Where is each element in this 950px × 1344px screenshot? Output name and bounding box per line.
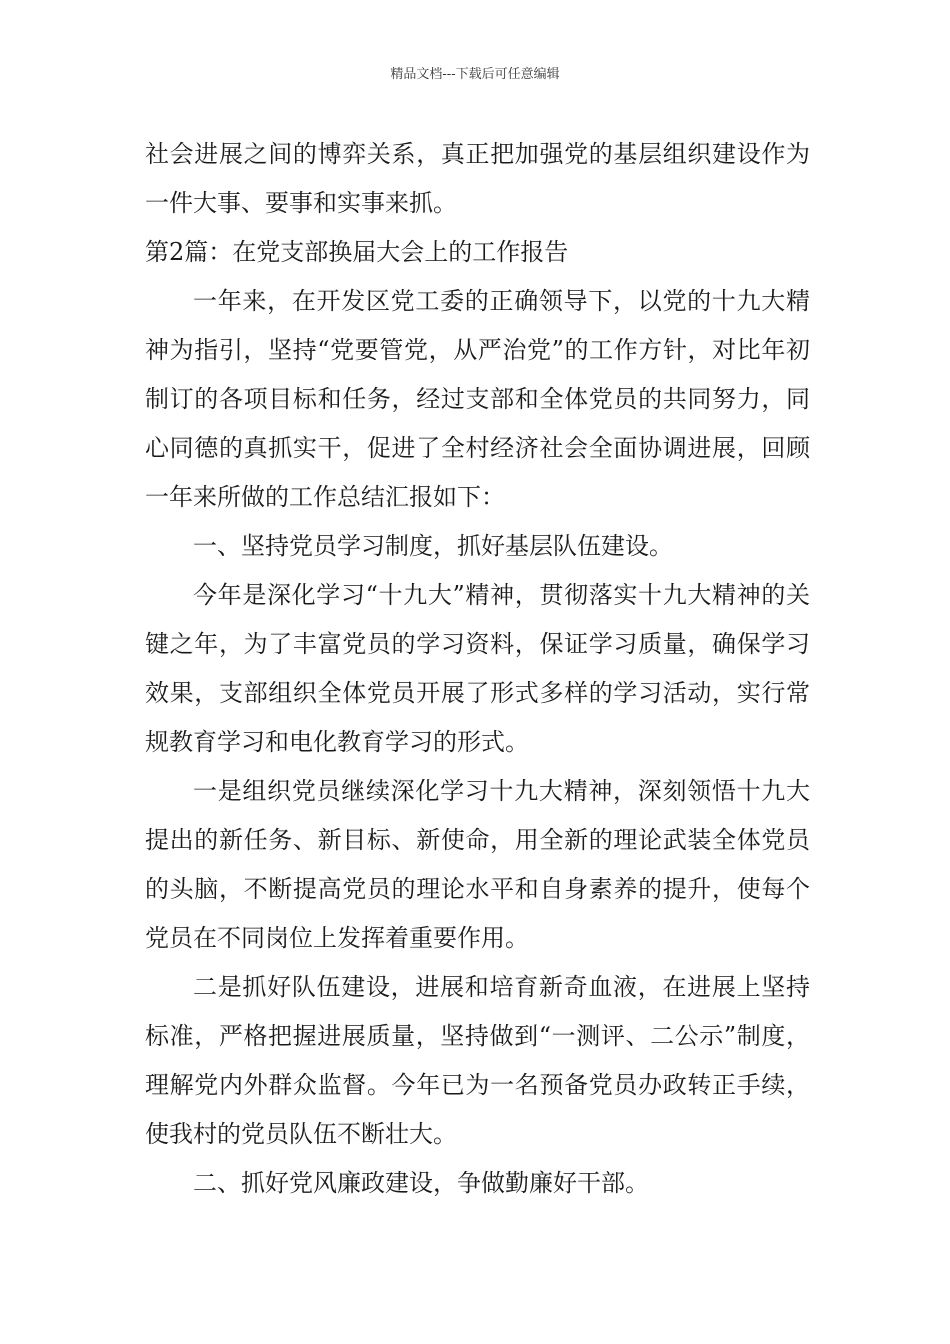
document-body bbox=[145, 130, 810, 1208]
paragraph-point-two: 二是抓好队伍建设，进展和培育新奇血液，在进展上坚持标准，严格把握进展质量，坚持做到“一测评、二公示”制度，理解党内外群众监督。今年已为一名预备党员办政转正手续，使我村的党员队伍不断壮大。 bbox=[145, 973, 810, 1148]
paragraph-study: 今年是深化学习“十九大”精神，贯彻落实十九大精神的关键之年，为了丰富党员的学习资料，保证学习质量，确保学习效果，支部组织全体党员开展了形式多样的学习活动，实行常规教育学习和电化教育学习的形式。 bbox=[145, 581, 810, 756]
page-header: 精品文档---下载后可任意编辑 bbox=[390, 67, 560, 82]
paragraph-intro: 一年来，在开发区党工委的正确领导下，以党的十九大精神为指引，坚持“党要管党，从严治党”的工作方针，对比年初制订的各项目标和任务，经过支部和全体党员的共同努力，同心同德的真抓实干，促进了全村经济社会全面协调进展，回顾一年来所做的工作总结汇报如下： bbox=[145, 287, 810, 511]
paragraph-continuation: 社会进展之间的博弈关系，真正把加强党的基层组织建设作为一件大事、要事和实事来抓。 bbox=[145, 140, 810, 217]
heading-part-one: 一、坚持党员学习制度，抓好基层队伍建设。 bbox=[193, 532, 673, 560]
heading-part-two: 二、抓好党风廉政建设，争做勤廉好干部。 bbox=[193, 1169, 649, 1197]
section-title: 第2篇：在党支部换届大会上的工作报告 bbox=[145, 238, 569, 266]
paragraph-point-one: 一是组织党员继续深化学习十九大精神，深刻领悟十九大提出的新任务、新目标、新使命，用全新的理论武装全体党员的头脑，不断提高党员的理论水平和自身素养的提升，使每个党员在不同岗位上发挥着重要作用。 bbox=[145, 777, 810, 952]
